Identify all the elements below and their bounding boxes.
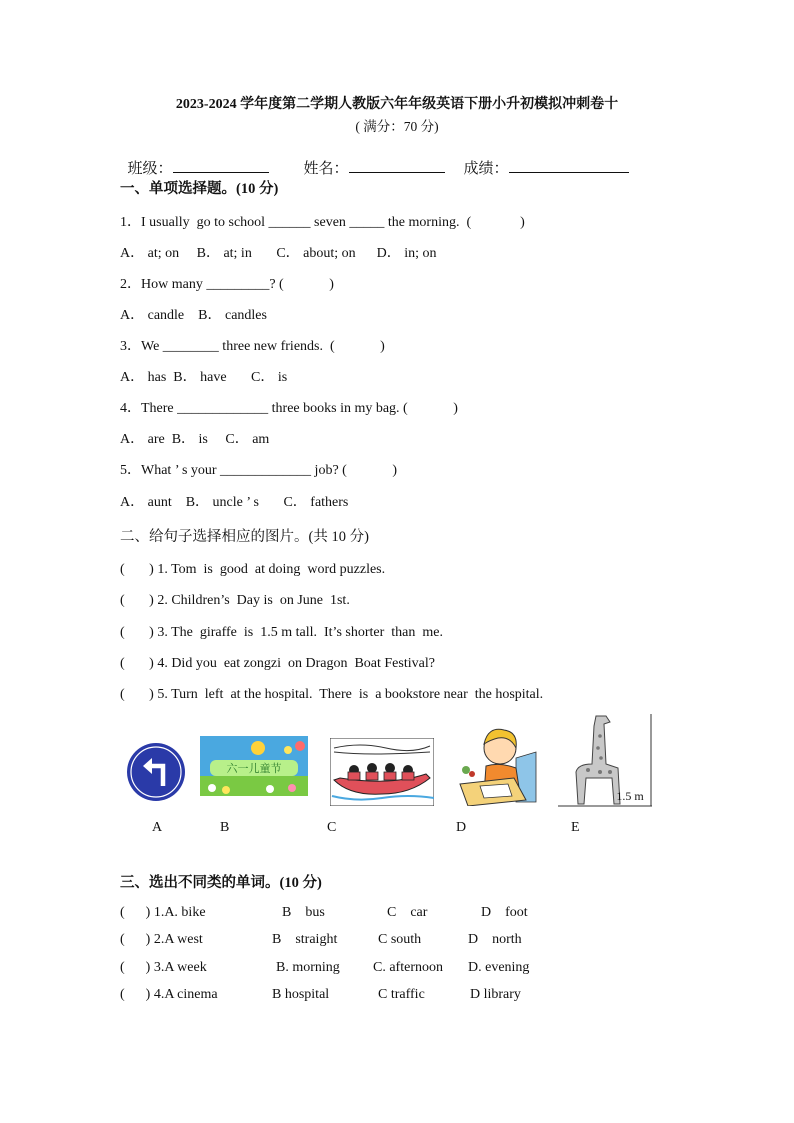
boy-puzzle-image bbox=[454, 722, 538, 806]
picture-label-e: E bbox=[571, 820, 580, 835]
class-blank[interactable] bbox=[173, 158, 269, 173]
question-2: 2．How many _________? ( ) bbox=[120, 277, 334, 292]
odd-one-out-3-c: C. afternoon bbox=[373, 960, 443, 975]
question-1: 1．I usually go to school ______ seven _____ the morning. ( ) bbox=[120, 215, 525, 230]
score-blank[interactable] bbox=[509, 158, 629, 173]
turn-left-sign-image bbox=[126, 742, 186, 802]
question-5: 5．What ’ s your _____________ job? ( ) bbox=[120, 463, 397, 478]
giraffe-height-label: 1.5 m bbox=[616, 789, 644, 803]
options-4: A． are B． is C． am bbox=[120, 432, 270, 447]
name-blank[interactable] bbox=[349, 158, 445, 173]
picture-label-b: B bbox=[220, 820, 230, 835]
odd-one-out-4-b: B hospital bbox=[272, 987, 330, 1002]
odd-one-out-2-d: D north bbox=[468, 932, 522, 947]
match-item-4: ( ) 4. Did you eat zongzi on Dragon Boat Festival? bbox=[120, 656, 435, 671]
name-field[interactable] bbox=[296, 140, 445, 178]
part1-heading: 一、单项选择题。(10 分) bbox=[120, 181, 279, 197]
picture-label-c: C bbox=[327, 820, 337, 835]
dragon-boat-image bbox=[330, 738, 434, 806]
match-item-2: ( ) 2. Children’s Day is on June 1st. bbox=[120, 593, 350, 608]
part3-heading: 三、选出不同类的单词。(10 分) bbox=[120, 875, 322, 891]
score-label: 成绩： bbox=[463, 161, 509, 177]
odd-one-out-1-d: D foot bbox=[481, 905, 528, 920]
match-item-5: ( ) 5. Turn left at the hospital. There is a bookstore near the hospital. bbox=[120, 687, 544, 702]
class-label: 班级： bbox=[127, 161, 173, 177]
class-field[interactable] bbox=[120, 140, 269, 178]
odd-one-out-1-b: B bus bbox=[282, 905, 325, 920]
page-title: 2023-2024 学年度第二学期人教版六年年级英语下册小升初模拟冲刺卷十 bbox=[175, 97, 619, 112]
part2-heading: 二、给句子选择相应的图片。(共 10 分) bbox=[120, 529, 369, 545]
giraffe-image bbox=[556, 712, 654, 808]
odd-one-out-2-b: B straight bbox=[272, 932, 338, 947]
odd-one-out-2: ( ) 2.A west bbox=[120, 932, 203, 947]
match-item-1: ( ) 1. Tom is good at doing word puzzles. bbox=[120, 562, 386, 577]
picture-label-d: D bbox=[456, 820, 467, 835]
odd-one-out-3-d: D. evening bbox=[468, 960, 530, 975]
odd-one-out-3-b: B. morning bbox=[276, 960, 340, 975]
odd-one-out-1: ( ) 1.A. bike bbox=[120, 905, 206, 920]
odd-one-out-4-c: C traffic bbox=[378, 987, 425, 1002]
match-item-3: ( ) 3. The giraffe is 1.5 m tall. It’s shorter than me. bbox=[120, 625, 443, 640]
name-label: 姓名： bbox=[303, 161, 349, 177]
odd-one-out-2-c: C south bbox=[378, 932, 422, 947]
odd-one-out-4-d: D library bbox=[470, 987, 521, 1002]
question-4: 4．There _____________ three books in my bag. ( ) bbox=[120, 401, 458, 416]
picture-label-a: A bbox=[152, 820, 163, 835]
options-5: A． aunt B． uncle ’ s C． fathers bbox=[120, 495, 349, 510]
odd-one-out-3: ( ) 3.A week bbox=[120, 960, 207, 975]
banner-text: 六一儿童节 bbox=[226, 762, 282, 775]
question-3: 3．We ________ three new friends. ( ) bbox=[120, 339, 385, 354]
odd-one-out-4: ( ) 4.A cinema bbox=[120, 987, 218, 1002]
full-score: ( 满分：70 分) bbox=[355, 119, 439, 134]
odd-one-out-1-c: C car bbox=[387, 905, 428, 920]
score-field[interactable] bbox=[456, 140, 629, 178]
options-2: A． candle B． candles bbox=[120, 308, 267, 323]
childrens-day-image bbox=[200, 736, 308, 796]
options-3: A． has B． have C． is bbox=[120, 370, 288, 385]
options-1: A． at; on B． at; in C． about; on D． in; on bbox=[120, 246, 437, 261]
